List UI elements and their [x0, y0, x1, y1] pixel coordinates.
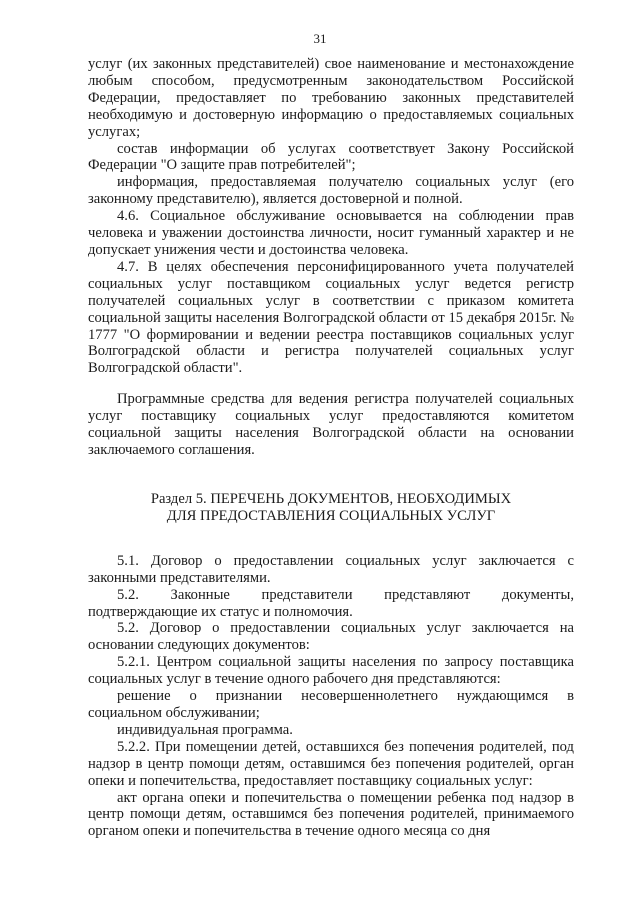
paragraph: 5.2. Законные представители представляют документы, подтверждающие их статус и полномочия.: [88, 586, 574, 620]
paragraph: услуг (их законных представителей) свое наименование и местонахождение любым способом, предусмотренным законодательством Российской Федерации, предоставляет по требованию законных представителей необходимую и достоверную информацию о предоставляемых социальных услугах;: [88, 56, 574, 140]
paragraph: 5.2. Договор о предоставлении социальных услуг заключается на основании следующих документов:: [88, 620, 574, 654]
section-heading: [88, 491, 574, 526]
page-number: 31: [313, 31, 327, 46]
section-heading-line: ДЛЯ ПРЕДОСТАВЛЕНИЯ СОЦИАЛЬНЫХ УСЛУГ: [166, 508, 496, 525]
paragraph: решение о признании несовершеннолетнего нуждающимся в социальном обслуживании;: [88, 688, 574, 721]
paragraph: информация, предоставляемая получателю социальных услуг (его законному представителю), является достоверной и полной.: [88, 174, 574, 208]
document-body: [88, 56, 574, 840]
paragraph: 5.2.2. При помещении детей, оставшихся без попечения родителей, под надзор в центр помощи детям, оставшимся без попечения родителей, орган опеки и попечительства, предоставляет поставщику социальных услуг:: [88, 738, 574, 789]
paragraph: 4.6. Социальное обслуживание основывается на соблюдении прав человека и уважении достоинства личности, носит гуманный характер и не допускает унижения чести и достоинства человека.: [88, 208, 574, 258]
paragraph: состав информации об услугах соответствует Закону Российской Федерации "О защите прав потребителей";: [88, 140, 574, 174]
paragraph: Программные средства для ведения регистра получателей социальных услуг поставщику социальных услуг предоставляются комитетом социальной защиты населения Волгоградской области на основании заключаемого соглашения.: [88, 391, 574, 458]
paragraph: индивидуальная программа.: [117, 721, 293, 738]
paragraph: 5.2.1. Центром социальной защиты населения по запросу поставщика социальных услуг в течение одного рабочего дня представляются:: [88, 654, 574, 688]
section-heading-line: Раздел 5. ПЕРЕЧЕНЬ ДОКУМЕНТОВ, НЕОБХОДИМЫХ: [150, 490, 512, 507]
paragraph: 5.1. Договор о предоставлении социальных услуг заключается с законными представителями.: [88, 552, 574, 586]
paragraph: 4.7. В целях обеспечения персонифицированного учета получателей социальных услуг поставщиком социальных услуг ведется регистр получателей социальных услуг в соответствии с приказом комитета социальной защиты населения Волгоградской области от 15 декабря 2015г. № 1777 "О формировании и ведении реестра поставщиков социальных услуг Волгоградской области и регистра получателей социальных услуг Волгоградской области".: [88, 258, 574, 377]
paragraph: акт органа опеки и попечительства о помещении ребенка под надзор в центр помощи детям, оставшимся без попечения родителей, принимаемого органом опеки и попечительства в течение одного месяца со дня: [88, 789, 574, 840]
